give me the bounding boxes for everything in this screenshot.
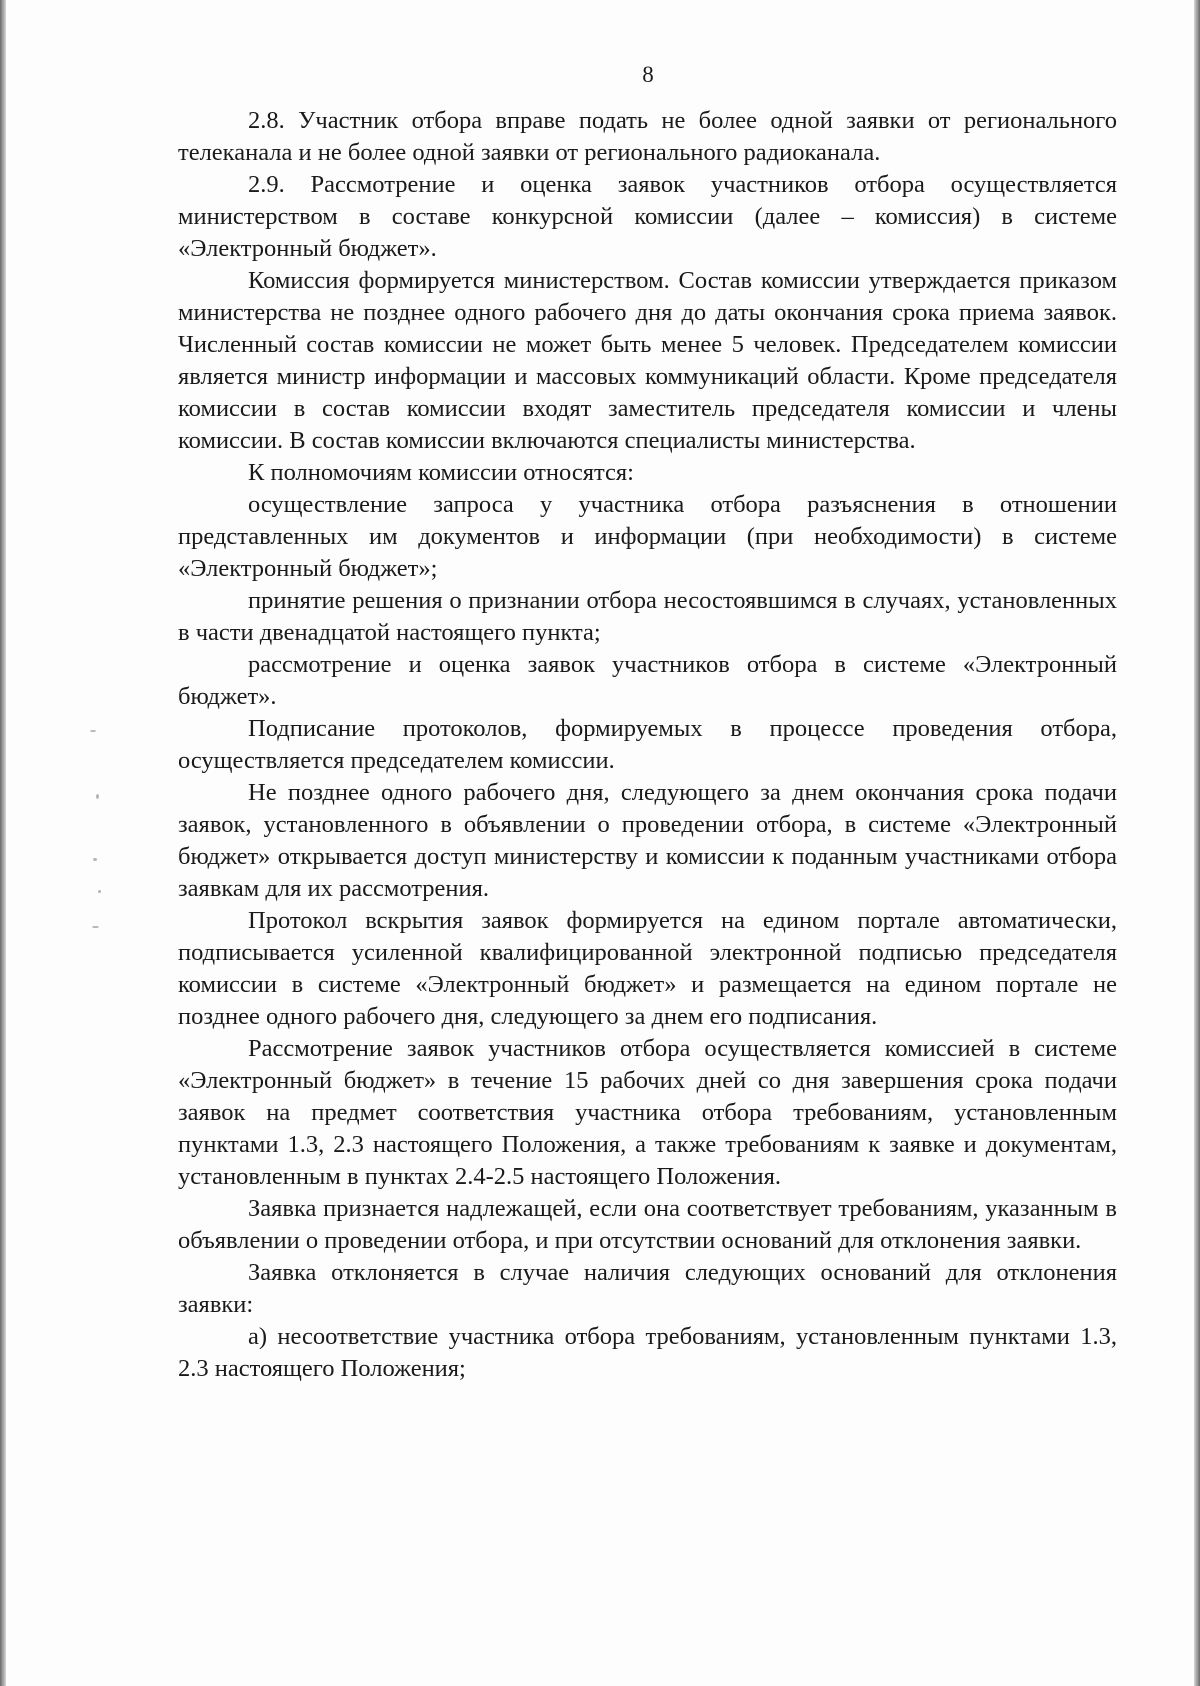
paragraph-access-opening: Не позднее одного рабочего дня, следующего за днем окончания срока подачи заявок, установленного в объявлении о проведении отбора, в системе «Электронный бюджет» открывается доступ министерству и комиссии к поданным участниками отбора заявкам для их рассмотрения. [178,779,1117,902]
scan-edge-left [0,0,6,1686]
page-number: 8 [642,62,654,87]
paragraph-protocol-signing: Подписание протоколов, формируемых в процессе проведения отбора, осуществляется председателем комиссии. [178,715,1117,774]
paragraph-proper-application: Заявка признается надлежащей, если она соответствует требованиям, указанным в объявлении о проведении отбора, и при отсутствии оснований для отклонения заявки. [178,1195,1117,1254]
paragraph-opening-protocol: Протокол вскрытия заявок формируется на едином портале автоматически, подписывается усиленной квалифицированной электронной подписью председателя комиссии в системе «Электронный бюджет» и размещается на едином портале не позднее одного рабочего дня, следующего за днем его подписания. [178,907,1117,1030]
paragraph-power-request: осуществление запроса у участника отбора разъяснения в отношении представленных им документов и информации (при необходимости) в системе «Электронный бюджет»; [178,491,1117,582]
paragraph-review-period: Рассмотрение заявок участников отбора осуществляется комиссией в системе «Электронный бюджет» в течение 15 рабочих дней со дня завершения срока подачи заявок на предмет соответствия участника отбора требованиям, установленным пунктами 1.3, 2.3 настоящего Положения, а также требованиям к заявке и документам, установленным в пунктах 2.4-2.5 настоящего Положения. [178,1035,1117,1190]
paragraph-rejection-a: а) несоответствие участника отбора требованиям, установленным пунктами 1.3, 2.3 настоящего Положения; [178,1323,1117,1382]
paragraph-rejection-grounds: Заявка отклоняется в случае наличия следующих оснований для отклонения заявки: [178,1259,1117,1318]
document-body [178,105,1117,1385]
scan-edge-right [1194,0,1200,1686]
paragraph-2-9: 2.9. Рассмотрение и оценка заявок участников отбора осуществляется министерством в составе конкурсной комиссии (далее – комиссия) в системе «Электронный бюджет». [178,171,1117,262]
paragraph-power-evaluation: рассмотрение и оценка заявок участников отбора в системе «Электронный бюджет». [178,651,1117,710]
paragraph-commission-powers-intro: К полномочиям комиссии относятся: [248,459,634,486]
paragraph-commission-formation: Комиссия формируется министерством. Состав комиссии утверждается приказом министерства не позднее одного рабочего дня до даты окончания срока приема заявок. Численный состав комиссии не может быть менее 5 человек. Председателем комиссии является министр информации и массовых коммуникаций области. Кроме председателя комиссии в состав комиссии входят заместитель председателя комиссии и члены комиссии. В состав комиссии включаются специалисты министерства. [178,267,1117,454]
paragraph-power-failed-selection: принятие решения о признании отбора несостоявшимся в случаях, установленных в части двенадцатой настоящего пункта; [178,587,1117,646]
scan-noise [88,730,112,930]
paragraph-2-8: 2.8. Участник отбора вправе подать не более одной заявки от регионального телеканала и не более одной заявки от регионального радиоканала. [178,107,1117,166]
